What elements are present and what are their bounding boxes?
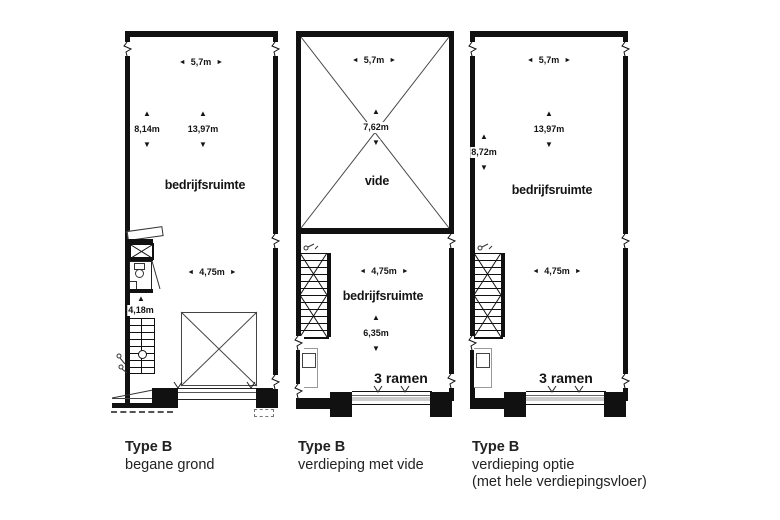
wall-break-icon	[620, 234, 631, 248]
glazing-tick-icon	[548, 386, 556, 392]
glazing-tick-icon	[575, 386, 583, 392]
arrow-down-icon: ▼	[372, 343, 380, 353]
arrow-down-icon: ▼	[143, 139, 151, 149]
wall-break-icon	[467, 42, 478, 56]
caption-title: Type B	[298, 439, 346, 455]
wall-break-icon	[620, 374, 631, 388]
arrow-left-icon: ◄	[351, 56, 359, 64]
caption-line: verdieping met vide	[298, 456, 424, 473]
room-label: bedrijfsruimte	[162, 178, 249, 192]
arrow-left-icon: ◄	[532, 267, 540, 275]
arrow-up-icon: ▲	[480, 132, 488, 141]
dim-width-top: ◄ 5,7m ►	[351, 55, 397, 65]
arrow-up-icon: ▲	[143, 109, 151, 118]
wall-top	[470, 31, 628, 37]
caption-line: (met hele verdiepingsvloer)	[472, 474, 647, 490]
dim-width-top: ◄ 5,7m ►	[178, 57, 224, 67]
arrow-down-icon: ▼	[372, 137, 380, 147]
window-jamb-right	[604, 392, 626, 417]
dim-width-mid: ◄ 4,75m ►	[532, 266, 582, 276]
caption-verdieping-optie	[472, 439, 647, 492]
arrow-right-icon: ►	[216, 58, 224, 66]
arrow-up-icon: ▲	[545, 109, 553, 118]
wall-break-icon	[620, 42, 631, 56]
window-jamb-left	[504, 392, 526, 417]
arrow-right-icon: ►	[389, 56, 397, 64]
dim-depth-total: ▲ 13,97m ▼	[533, 109, 565, 149]
arrow-left-icon: ◄	[178, 58, 186, 66]
arrow-up-icon: ▲	[372, 313, 380, 322]
caption-line: begane grond	[125, 456, 215, 473]
dim-depth-total: ▲ 13,97m ▼	[187, 109, 219, 149]
caption-line: verdieping optie	[472, 456, 575, 473]
dim-width-mid: ◄ 4,75m ►	[187, 267, 237, 277]
dim-depth-left: ▲ 8,14m ▼	[134, 109, 160, 149]
wall-bottom-left	[470, 398, 506, 409]
arrow-down-icon: ▼	[545, 139, 553, 149]
dim-width-top: ◄ 5,7m ►	[526, 55, 572, 65]
arrow-left-icon: ◄	[359, 267, 367, 275]
arrow-up-icon: ▲	[137, 294, 145, 303]
vide-label: vide	[362, 174, 392, 188]
arrow-right-icon: ►	[401, 267, 409, 275]
windows-label: 3 ramen	[539, 370, 593, 386]
windows-label: 3 ramen	[374, 370, 428, 386]
arrow-left-icon: ◄	[187, 268, 195, 276]
room-label: bedrijfsruimte	[340, 289, 427, 303]
stair-wall	[501, 253, 505, 337]
arrow-right-icon: ►	[564, 56, 572, 64]
arrow-up-icon: ▲	[372, 107, 380, 116]
dim-stair-depth: ▲ 4,18m	[127, 295, 155, 326]
window-strip	[526, 391, 606, 405]
arrow-right-icon: ►	[229, 268, 237, 276]
sink-icon	[476, 353, 490, 368]
key-symbol-icon	[477, 243, 493, 253]
dim-room-depth: ▲ 6,35m ▼	[363, 313, 389, 353]
arrow-left-icon: ◄	[526, 56, 534, 64]
wall-right	[623, 31, 628, 401]
arrow-down-icon: ▼	[480, 162, 488, 172]
dim-vide-depth: ▲ 7,62m ▼	[363, 107, 389, 147]
arrow-right-icon: ►	[574, 267, 582, 275]
caption-title: Type B	[125, 439, 173, 455]
dim-depth-left: ▲ 8,72m ▼	[471, 132, 497, 172]
caption-title: Type B	[472, 439, 520, 455]
dim-width-mid: ◄ 4,75m ►	[359, 266, 409, 276]
stair-cross-lines	[474, 253, 501, 337]
arrow-down-icon: ▼	[199, 139, 207, 149]
room-label: bedrijfsruimte	[509, 183, 596, 197]
arrow-up-icon: ▲	[199, 109, 207, 118]
